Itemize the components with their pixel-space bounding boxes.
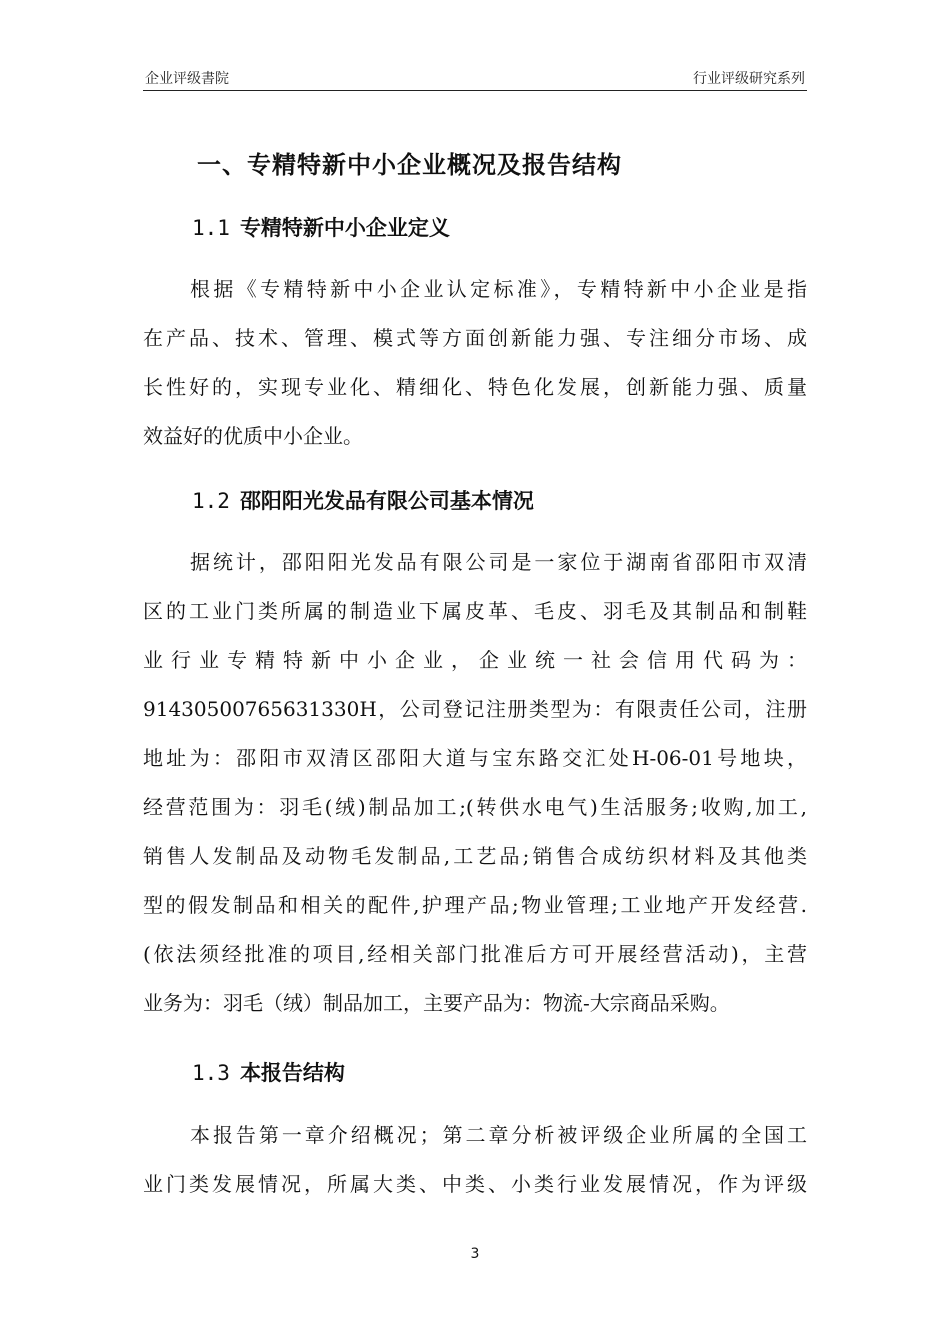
paragraph-line: 型的假发制品和相关的配件,护理产品;物业管理;工业地产开发经营. <box>143 893 807 917</box>
paragraph-line: 经营范围为：羽毛(绒)制品加工;(转供水电气)生活服务;收购,加工, <box>143 795 807 819</box>
paragraph-line: 91430500765631330H，公司登记注册类型为：有限责任公司，注册 <box>143 697 807 721</box>
paragraph-line: 效益好的优质中小企业。 <box>143 424 363 448</box>
paragraph-line: 根据《专精特新中小企业认定标准》，专精特新中小企业是指 <box>190 277 807 301</box>
section-number: 1.3 <box>192 1061 230 1085</box>
section-heading <box>192 212 450 242</box>
section-title: 邵阳阳光发品有限公司基本情况 <box>239 489 534 513</box>
header-right-text: 行业评级研究系列 <box>693 71 805 87</box>
section-heading <box>192 485 534 515</box>
paragraph-line: 据统计，邵阳阳光发品有限公司是一家位于湖南省邵阳市双清 <box>190 550 807 574</box>
paragraph-line: 区的工业门类所属的制造业下属皮革、毛皮、羽毛及其制品和制鞋 <box>143 599 807 623</box>
paragraph-line: 销售人发制品及动物毛发制品,工艺品;销售合成纺织材料及其他类 <box>143 844 807 868</box>
paragraph-line: 在产品、技术、管理、模式等方面创新能力强、专注细分市场、成 <box>143 326 807 350</box>
section-title: 专精特新中小企业定义 <box>239 216 450 240</box>
paragraph-line: 业行业专精特新中小企业，企业统一社会信用代码为： <box>143 648 807 672</box>
page-header <box>143 66 807 91</box>
paragraph-line: (依法须经批准的项目,经相关部门批准后方可开展经营活动)，主营 <box>143 942 807 966</box>
paragraph-line: 业门类发展情况，所属大类、中类、小类行业发展情况，作为评级 <box>143 1172 807 1196</box>
paragraph <box>143 265 807 461</box>
page-number: 3 <box>470 1246 480 1262</box>
section-number: 1.1 <box>192 216 230 240</box>
paragraph-line: 地址为：邵阳市双清区邵阳大道与宝东路交汇处H-06-01号地块， <box>143 746 807 770</box>
chapter-title: 一、专精特新中小企业概况及报告结构 <box>197 151 622 179</box>
paragraph-line: 业务为：羽毛（绒）制品加工，主要产品为：物流-大宗商品采购。 <box>143 991 730 1015</box>
header-left-text: 企业评级書院 <box>145 71 229 87</box>
section-title: 本报告结构 <box>239 1061 345 1085</box>
section-heading <box>192 1057 345 1087</box>
paragraph-line: 长性好的，实现专业化、精细化、特色化发展，创新能力强、质量 <box>143 375 807 399</box>
paragraph-line: 本报告第一章介绍概况；第二章分析被评级企业所属的全国工 <box>190 1123 807 1147</box>
paragraph <box>143 538 807 1028</box>
section-number: 1.2 <box>192 489 230 513</box>
paragraph <box>143 1111 807 1209</box>
